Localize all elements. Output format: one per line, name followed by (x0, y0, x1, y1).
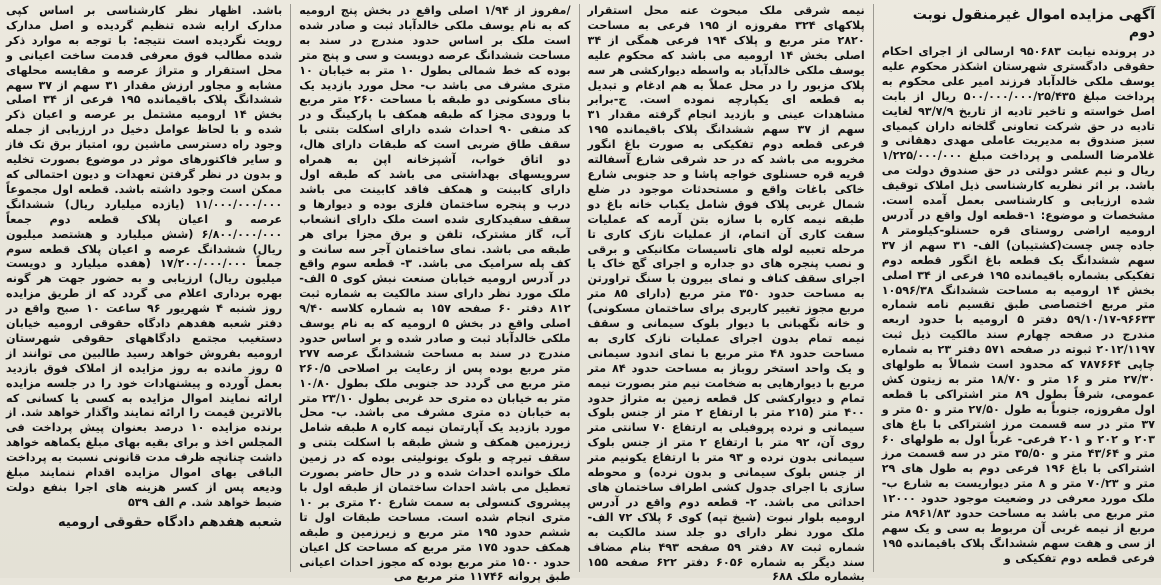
column-4-text: باشد. اظهار نظر کارشناسی بر اساس کپی مدارک ارایه شده تنظیم گردیده و اصل مدارک رویت نگردیده است نتیجه: با توجه به موارد ذکر شده مطالب فوق معرفی قدمت ساخت اعیانی و محل استقرار و متراژ عرصه و مقایسه محلهای مشابه و مجاور ارزش مقدار ۳۱ سهم از ۳۷ سهم ششدانگ پلاک باقیمانده ۱۹۵ فرعی از ۳۴ اصلی بخش ۱۴ ارومیه مشتمل بر عرصه و اعیان ذکر شده و با لحاظ عوامل دخیل در ارزیابی از جمله وجود راه دسترسی ماشین رو، امتیاز برق تک فاز و سایر فاکتورهای موثر در موضوع بصورت تخلیه و بدون در نظر گرفتن تعهدات و دیون احتمالی که ممکن است وجود داشته باشد. قطعه اول مجموعاً ۱۱/۰۰۰/۰۰۰/۰۰۰ (یازده میلیارد ریال) ششدانگ عرصه و اعیان پلاک قطعه دوم جمعاً ۶/۸۰۰/۰۰۰/۰۰۰ (شش میلیارد و هشتصد میلیون ریال) ششدانگ عرصه و اعیان پلاک قطعه سوم جمعاً ۱۷/۲۰۰/۰۰۰/۰۰۰ (هفده میلیارد و دویست میلیون ریال) ارزیابی و به حضور جهت هر گونه بهره برداری اعلام می گردد که از طریق مزایده روز شنبه ۴ شهریور ۹۶ ساعت ۱۰ صبح واقع در دفتر شعبه هفدهم دادگاه حقوقی ارومیه خیابان دستغیب مجتمع دادگاههای حقوقی شهرستان ارومیه بفروش خواهد رسید طالبین می توانند از ۵ روز مانده به روز مزایده از املاک فوق بازدید بعمل آورده و پیشنهادات خود را در جلسه مزایده ارائه نمایند اموال مزایده به کسی یا کسانی که بالاترین قیمت را ارائه نمایند واگذار خواهد شد. از برنده مزایده ۱۰ درصد بعنوان پیش پرداخت فی المجلس اخذ و برای بقیه بهای مبلغ یکماهه خواهد داشت چنانچه ظرف مدت قانونی نسبت به پرداخت الباقی بهای اموال مزایده اقدام ننمایند مبلغ ودیعه پس از کسر هزینه های اجرا بنفع دولت ضبط خواهد شد. م الف ۵۳۹ (6, 4, 283, 509)
column-1-text: در پرونده نیابت ۹۵۰۶۸۳ ارسالی از اجرای احکام حقوقی دادگستری شهرستان اشکذر محکوم علیه یوسف ملکی خالدآباد فرزند امیر علی محکوم به پرداخت مبلغ ۵۰۰/۰۰۰/۰۰۰/۲۵/۴۳۵ ریال از بابت اصل خواسته و تاخیر تادیه از تاریخ ۹۳/۷/۹ لغایت تادیه در حق شرکت تعاونی گلخانه داران کیمیای سبز صندوق به مدیریت عاملی مهدی دهقانی و غلامرضا السلمی و پرداخت مبلغ ۱/۲۲۵/۰۰۰/۰۰۰ ریال و نیم عشر دولتی در حق صندوق دولت می باشد. بر اثر نظریه کارشناسی ذیل املاک توقیف شده ارزیابی و کارشناسی بعمل آمده است. مشخصات و موضوع: ۱-قطعه اول واقع در آدرس ارومیه اراضی روستای قره حسنلو-کیلومتر ۸ جاده چس چست(کشتیبان) الف- ۳۱ سهم از ۳۷ سهم ششدانگ یک قطعه باغ انگور قطعه دوم تفکیکی بشماره باقیمانده ۱۹۵ فرعی از ۳۴ اصلی بخش ۱۴ ارومیه به مساحت ششدانگ ۱۰۵۹۶/۳۸ متر مربع اختصاصی طبق تقسیم نامه شماره ۹۶۶۳۳-۵۹/۱۰/۱۷ دفتر ۵ ارومیه با حدود اربعه مندرج در صفحه چهارم سند مالکیت ذیل ثبت ۲۰۱۲/۱۱۹۷ ثبوته در صفحه ۵۷۱ دفتر ۲۳ به شماره چاپی ۷۸۷۶۶۴ که محدود است شمالاً به طولهای ۲۷/۳۰ متر و ۱۶ متر و ۱۸/۷۰ متر به زیتون کش عمومی، شرقاً بطول ۸۹ متر اشتراکی با قطعه اول مفروزه، جنوباً به طول ۲۷/۵۰ متر و ۵۰ متر و ۳۷ متر در سه قسمت مرز اشتراکی با باغ های ۲۰۳ و ۲۰۲ و ۲۰۱ فرعی- غرباً اول به طولهای ۶۰ متر و ۴۳/۶۴ متر و ۳۵/۵۰ متر در سه قسمت مرز اشتراکی با باغ ۱۹۶ فرعی دوم به طول های ۲۹ متر و ۷۰/۲۳ متر و ۸ متر دیواریست به شارع ب- ملک مورد معرفی در وضعیت موجود حدود ۱۲۰۰۰ متر مربع می باشد به مساحت حدود ۸۹۶۱/۸۳ متر مربع از نیمه غربی آن مربوط به سی و یک سهم از سی و هفت سهم ششدانگ پلاک باقیمانده ۱۹۵ فرعی قطعه دوم تفکیکی و (881, 45, 1156, 565)
notice-column-4 (6, 4, 282, 572)
column-divider (873, 4, 874, 572)
column-3-text: /مفروز از ۱/۹۴ اصلی واقع در بخش پنج ارومیه که به نام یوسف ملکی خالدآباد ثبت و صادر شده است ملک بر اساس حدود مندرج در سند به مساحت ششدانگ عرصه دویست و سی و پنج متر بوده که خط شمالی بطول ۱۰ متر به خیابان ۱۰ متری مشرف می باشد ب- محل مورد بازدید یک بنای مسکونی دو طبقه با مساحت ۲۶۰ متر مربع با ورودی مجزا که طبقه همکف با پارکینگ و در کد منفی ۹۰ احداث شده دارای اسکلت بتنی با سقف طاق ضربی است که طبقات دارای هال، دو اتاق خواب، آشپزخانه اپن به همراه سرویسهای بهداشتی می باشد که طبقه اول دارای کابینت و همکف فاقد کابینت می باشد درب و پنجره ساختمان فلزی بوده و دیوارها و سقف سفیدکاری شده است ملک دارای انشعاب آب، گاز مشترک، تلفن و برق مجزا برای هر طبقه می باشد. نمای ساختمان آجر سه سانت و کف پله سرامیک می باشد. ۳- قطعه سوم واقع در آدرس ارومیه خیابان صنعت نبش کوی ۵ الف- ملک مورد نظر دارای سند مالکیت به شماره ثبت ۸۱۲ دفتر ۶۰ صفحه ۱۵۷ به شماره کلاسه ۹/۴۰ اصلی واقع در بخش ۵ ارومیه که به نام یوسف ملکی خالدآباد ثبت و صادر شده و بر اساس حدود مندرج در سند به مساحت ششدانگ عرصه ۲۷۷ متر مربع بوده پس از رعایت بر اصلاحی ۲۶۰/۵ متر مربع می گردد حد جنوبی ملک بطول ۱۰/۸۰ متر به خیابان ده متری حد غربی بطول ۲۳/۱۰ متر به خیابان ده متری مشرف می باشد. ب- محل مورد بازدید یک آپارتمان نیمه کاره ۸ طبقه شامل زیرزمین همکف و شش طبقه با اسکلت بتنی و سقف تیرچه و بلوک یونولیتی بوده که در زمین ملک خوانده احداث شده و در حال حاضر بصورت تعطیل می باشد احداث ساختمان از طبقه اول با پیشروی کنسولی به سمت شارع ۲۰ متری بر ۱۰ متری انجام شده است. مساحت طبقات اول تا ششم حدود ۱۹۵ متر مربع و زیرزمین و طبقه همکف حدود ۱۷۵ متر مربع که مساحت کل اعیان حدود ۱۵۰۰ متر مربع بوده که مجوز احداث اعیانی طبق پروانه ۱۱۷۴۶ متر مربع می (299, 4, 571, 584)
notice-title: آگهی مزایده اموال غیرمنقول نوبت دوم (912, 7, 1155, 41)
column-divider (290, 4, 291, 572)
notice-column-3 (299, 4, 571, 584)
notice-column-2 (587, 4, 865, 584)
notice-column-1 (882, 4, 1155, 572)
column-2-text: نیمه شرقی ملک مبحوث عنه محل استقرار پلاکهای ۳۲۴ مفروزه از ۱۹۵ فرعی به مساحت ۲۸۲۰ متر مربع و پلاک ۱۹۴ فرعی همگی از ۳۴ اصلی بخش ۱۴ ارومیه می باشد که محکوم علیه یوسف ملکی خالدآباد به واسطه دیوارکشی هر سه پلاک مزبور را در محل عملاً به هم ادغام و تبدیل به قطعه ای یکپارچه نموده است. ج-برابر مشاهدات عینی و بازدید انجام گرفته مقدار ۳۱ سهم از ۳۷ سهم ششدانگ پلاک باقیمانده ۱۹۵ فرعی قطعه دوم تفکیکی به صورت باغ انگور مخروبه می باشد که در حد شرقی شارع آسفالته قریه قره حسنلوی خواجه پاشا و حد جنوبی شارع خاکی باغات واقع و مستحدثات موجود در ضلع شمال غربی پلاک فوق شامل یکباب خانه باغ دو طبقه نیمه کاره با سازه بتن آرمه که عملیات سفت کاری آن اتمام، از عملیات نازک کاری تا مرحله تعبیه لوله های تاسیسات مکانیکی و برقی و نصب پنجره های دو جداره و اجرای گچ خاک یا اجرای سقف کناف و نمای بیرون با سنگ تراورتن به مساحت حدود ۳۵۰ متر مربع (دارای ۸۵ متر مربع مجوز تغییر کاربری برای ساختمان مسکونی) و خانه نگهبانی با دیوار بلوک سیمانی و سقف نیمه تمام بدون اجرای عملیات نازک کاری به مساحت حدود ۴۸ متر مربع با نمای اندود سیمانی و یک واحد استخر روباز به مساحت حدود ۸۴ متر مربع با دیوارهایی به ضخامت نیم متر بصورت نیمه تمام و دیوارکشی کل قطعه زمین به متراژ حدود ۴۰۰ متر (۲۱۵ متر با ارتفاع ۲ متر از جنس بلوک سیمانی و نرده پروفیلی به ارتفاع ۷۰ سانتی متر روی آن، ۹۲ متر با ارتفاع ۲ متر از جنس بلوک سیمانی بدون نرده و ۹۳ متر با ارتفاع یکونیم متر از جنس بلوک سیمانی و بدون نرده) و محوطه سازی با اجرای جدول کشی اطراف ساختمان های احداثی می باشد. ۲- قطعه دوم واقع در آدرس ارومیه بلوار نبوت (شیخ تپه) کوی ۶ پلاک ۷۲ الف- ملک مورد نظر دارای دو جلد سند مالکیت به شماره ثبت ۸۷ دفتر ۵۹ صفحه ۴۹۳ بنام مضاف سند دیگر به شماره ۶۰۵۶ دفتر ۶۲۲ صفحه ۱۵۵ بشماره ملک ۶۸۸ (587, 4, 865, 584)
court-signature: شعبه هفدهم دادگاه حقوقی ارومیه (57, 514, 283, 530)
column-divider (579, 4, 580, 572)
